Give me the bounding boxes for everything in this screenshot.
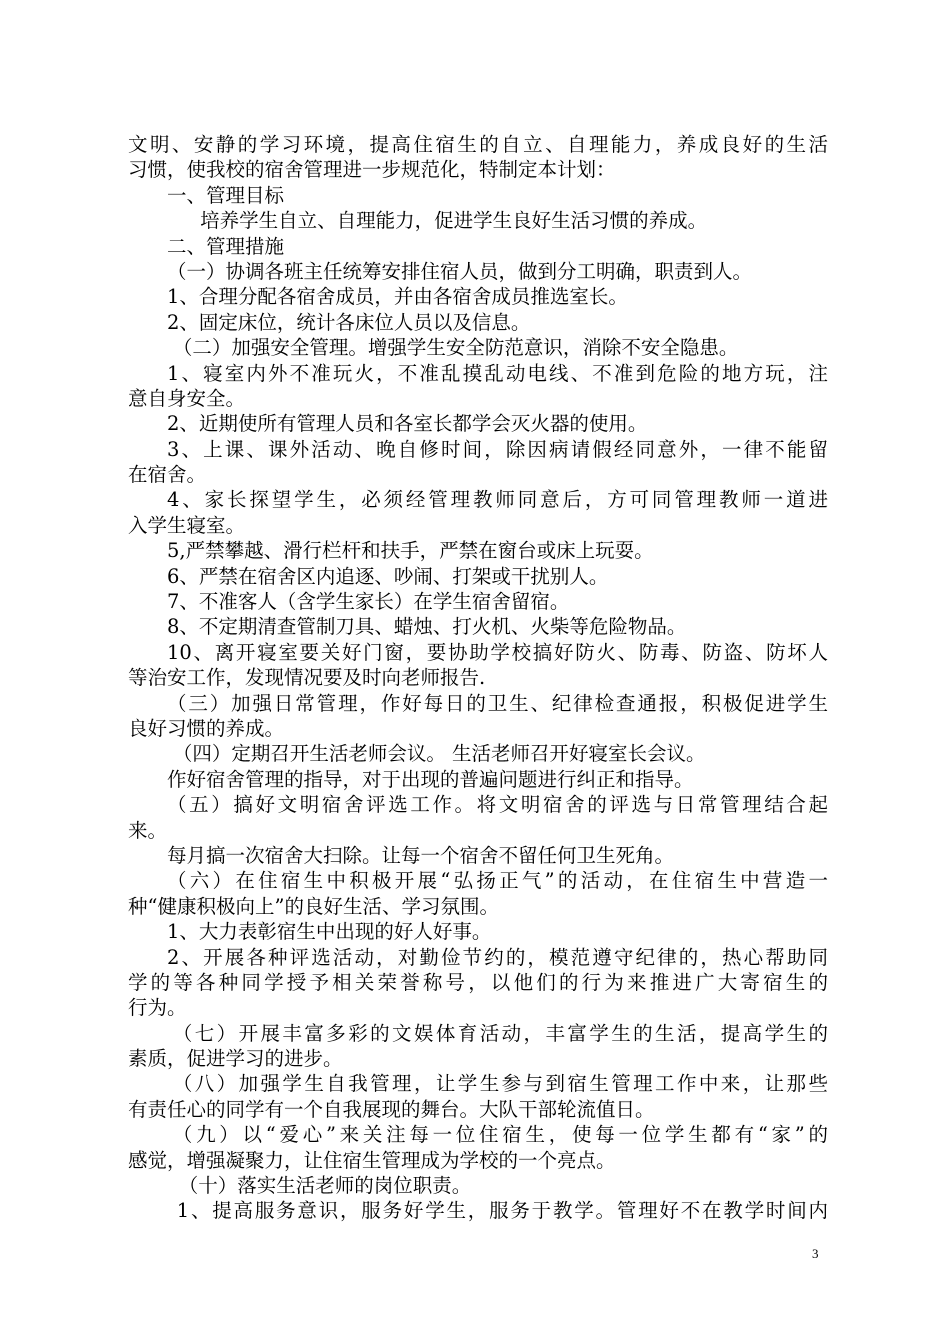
text-line: 1、寝室内外不准玩火，不准乱摸乱动电线、不准到危险的地方玩，注 [167, 361, 828, 385]
text-line: （四）定期召开生活老师会议。 生活老师召开好寝室长会议。 [172, 742, 706, 766]
text-line: （三）加强日常管理，作好每日的卫生、纪律检查通报，积极促进学生 [167, 691, 828, 715]
text-line: 来。 [128, 818, 168, 842]
text-line: 良好习惯的养成。 [128, 716, 285, 740]
text-line: 1、提高服务意识，服务好学生，服务于教学。管理好不在教学时间内 [176, 1199, 828, 1223]
text-line: 8、不定期清查管制刀具、蜡烛、打火机、火柴等危险物品。 [167, 615, 687, 639]
text-line: 一、管理目标 [167, 183, 285, 207]
text-line: 文明、安静的学习环境，提高住宿生的自立、自理能力，养成良好的生活 [128, 133, 828, 156]
page-number: 3 [812, 1246, 819, 1261]
text-line: （九）以“爱心”来关注每一位住宿生，使每一位学生都有“家”的 [172, 1123, 828, 1147]
body-text [128, 132, 828, 1224]
text-line: 每月搞一次宿舍大扫除。让每一个宿舍不留任何卫生死角。 [167, 843, 675, 867]
text-line: 入学生寝室。 [128, 513, 246, 537]
text-line: 10、离开寝室要关好门窗，要协助学校搞好防火、防毒、防盗、防坏人 [167, 640, 828, 664]
text-line: 6、严禁在宿舍区内追逐、吵闹、打架或干扰别人。 [167, 564, 609, 588]
text-line: 意自身安全。 [128, 386, 246, 410]
text-line: 5,严禁攀越、滑行栏杆和扶手，严禁在窗台或床上玩耍。 [167, 539, 654, 563]
text-line: 习惯，使我校的宿舍管理进一步规范化，特制定本计划： [128, 158, 616, 182]
text-line: 2、固定床位，统计各床位人员以及信息。 [167, 310, 531, 334]
text-line: 培养学生自立、自理能力，促进学生良好生活习惯的养成。 [200, 209, 708, 233]
text-line: 行为。 [128, 996, 187, 1020]
text-line: 1、大力表彰宿生中出现的好人好事。 [167, 920, 492, 944]
text-line: 在宿舍。 [128, 463, 207, 487]
text-line: 感觉，增强凝聚力，让住宿生管理成为学校的一个亮点。 [128, 1148, 616, 1172]
text-line: 1、合理分配各宿舍成员，并由各宿舍成员推选室长。 [167, 285, 628, 309]
text-line: 种“健康积极向上”的良好生活、学习氛围。 [128, 894, 499, 918]
text-line: 二、管理措施 [167, 234, 285, 258]
text-line: （七）开展丰富多彩的文娱体育活动，丰富学生的生活，提高学生的 [172, 1021, 828, 1045]
text-line: （二）加强安全管理。增强学生安全防范意识，消除不安全隐患。 [172, 336, 739, 360]
text-line: 2、近期使所有管理人员和各室长都学会灭火器的使用。 [167, 412, 648, 436]
text-line: 素质，促进学习的进步。 [128, 1047, 343, 1071]
text-line: 作好宿舍管理的指导，对于出现的普遍问题进行纠正和指导。 [167, 767, 694, 791]
text-line: （五）搞好文明宿舍评选工作。将文明宿舍的评选与日常管理结合起 [167, 793, 828, 817]
text-line: 7、不准客人（含学生家长）在学生宿舍留宿。 [167, 590, 570, 614]
text-line: （十）落实生活老师的岗位职责。 [178, 1174, 472, 1198]
text-line: 4、家长探望学生，必须经管理教师同意后，方可同管理教师一道进 [167, 488, 828, 512]
text-line: （六）在住宿生中积极开展“弘扬正气”的活动，在住宿生中营造一 [167, 869, 828, 893]
text-line: 2、开展各种评选活动，对勤俭节约的，模范遵守纪律的，热心帮助同 [167, 945, 828, 969]
text-line: （八）加强学生自我管理，让学生参与到宿生管理工作中来，让那些 [172, 1072, 828, 1096]
text-line: 等治安工作，发现情况要及时向老师报告. [128, 666, 486, 690]
text-line: 学的等各种同学授予相关荣誉称号，以他们的行为来推进广大寄宿生的 [128, 970, 828, 994]
text-line: 有责任心的同学有一个自我展现的舞台。大队干部轮流值日。 [128, 1097, 655, 1121]
text-line: （一）协调各班主任统筹安排住宿人员，做到分工明确，职责到人。 [167, 259, 753, 283]
text-line: 3、上课、课外活动、晚自修时间，除因病请假经同意外，一律不能留 [167, 437, 828, 461]
